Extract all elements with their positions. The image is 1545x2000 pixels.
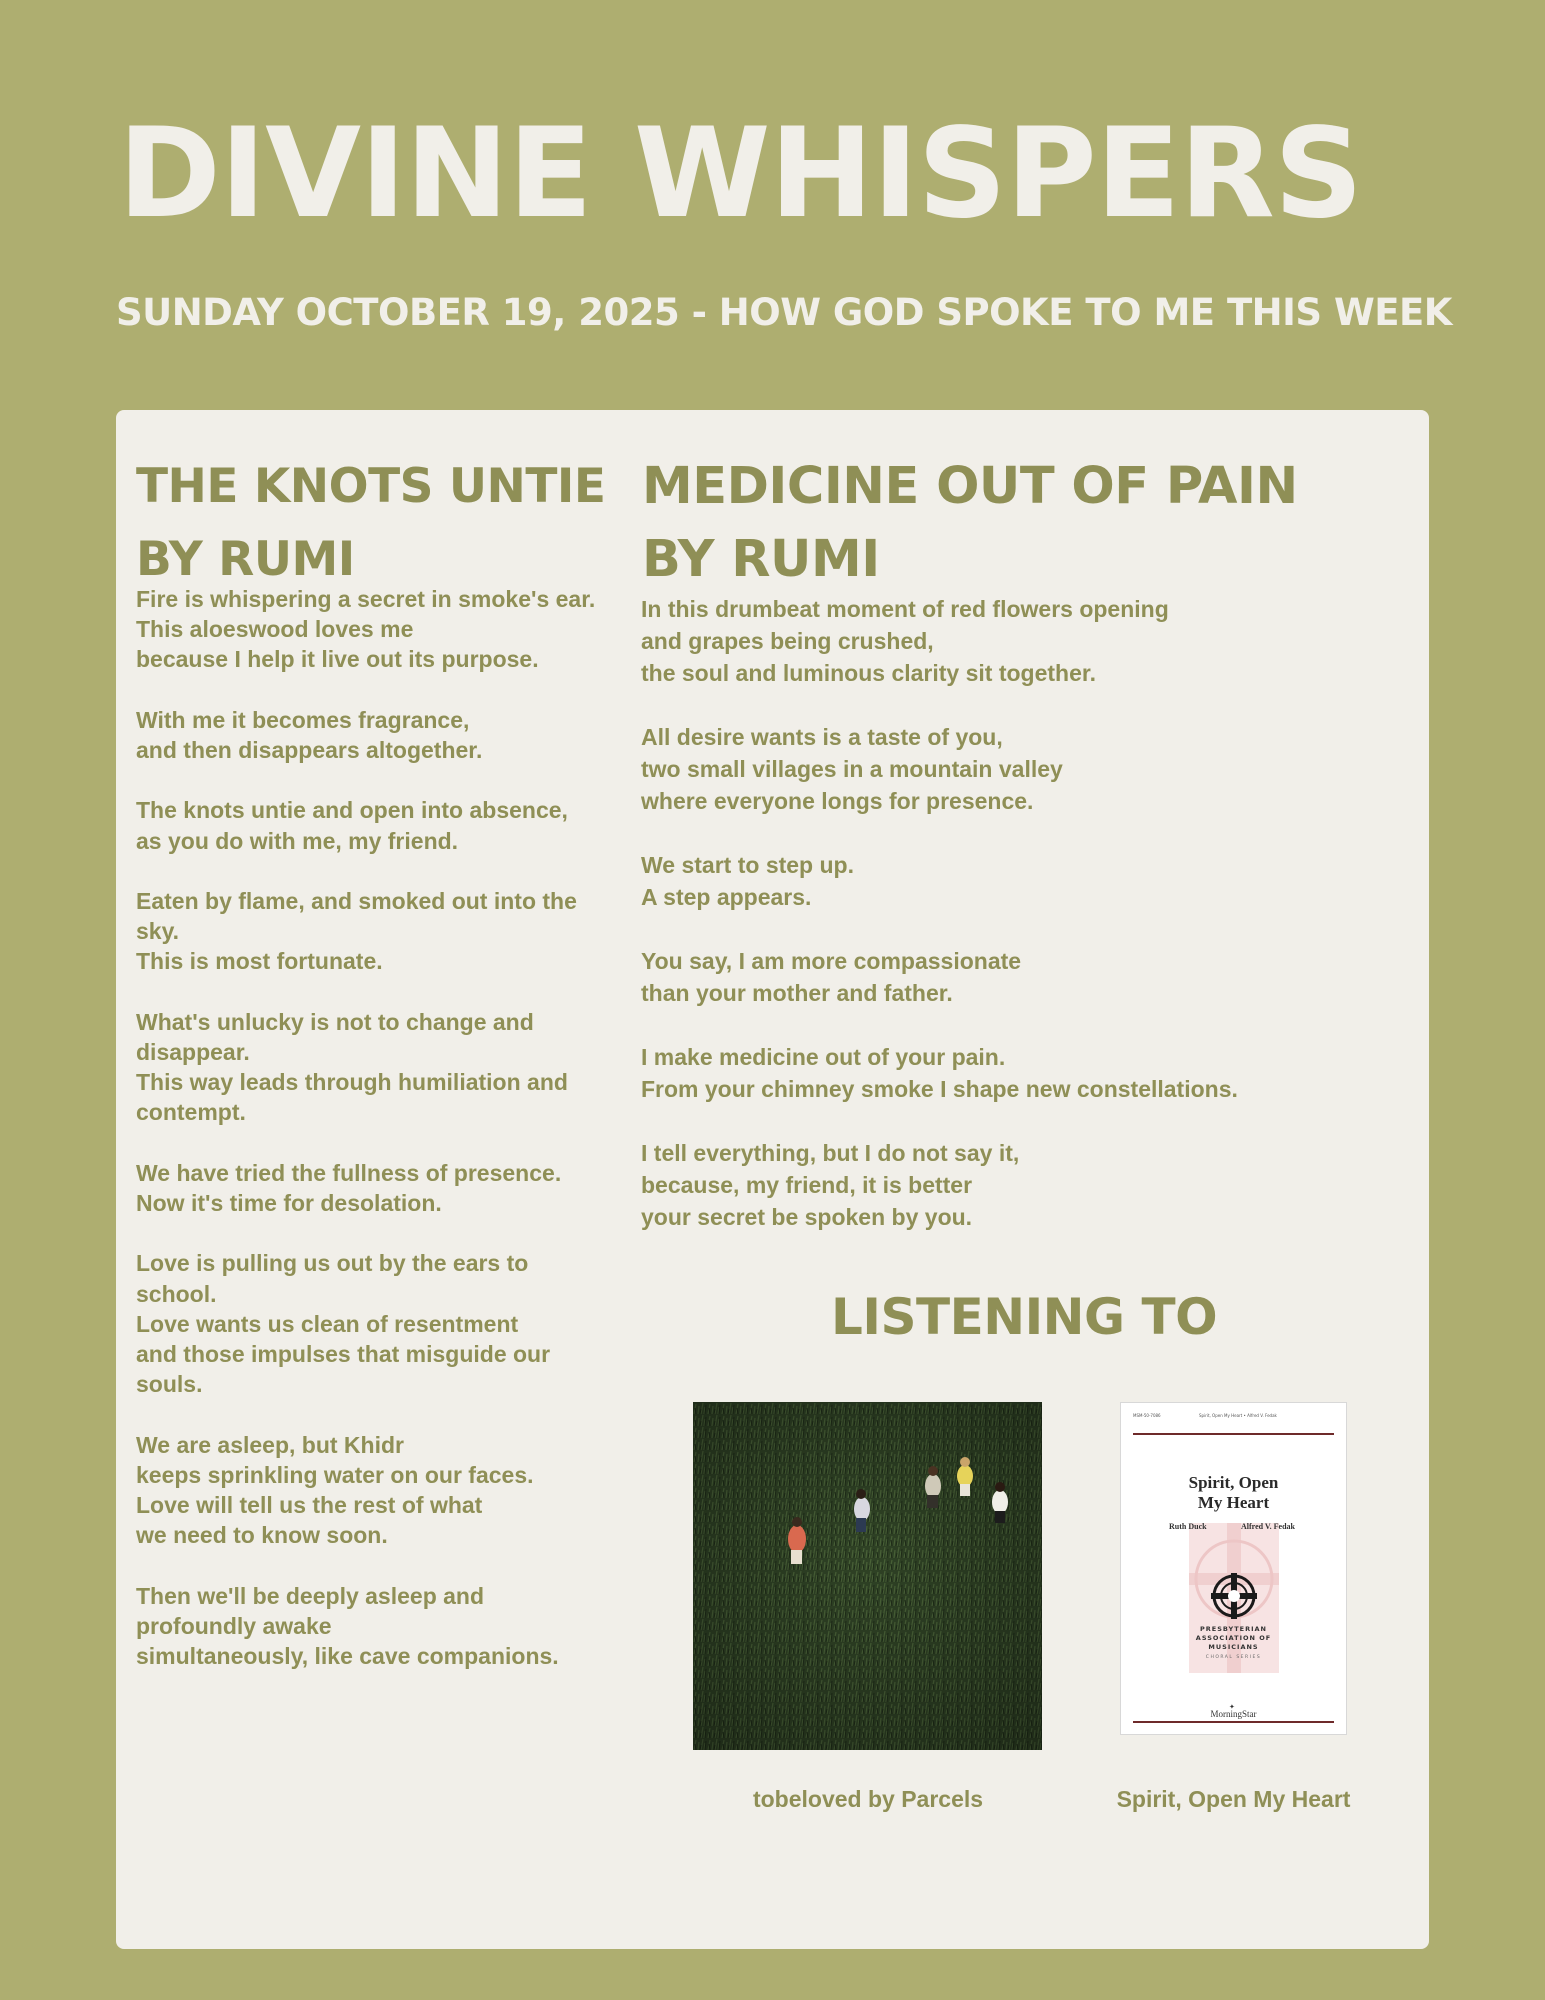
score-header-text: Spirit, Open My Heart • Alfred V. Fedak (1199, 1413, 1277, 1418)
poem-title-knots-untie: THE KNOTS UNTIE BY RUMI (136, 459, 606, 587)
score-catalog-number: MSM-50-7086 (1133, 1413, 1161, 1418)
score-composer: Alfred V. Fedak (1241, 1522, 1296, 1531)
page-subtitle: SUNDAY OCTOBER 19, 2025 - HOW GOD SPOKE TO ME THIS WEEK (116, 291, 1452, 334)
page-title: DIVINE WHISPERS (118, 102, 1363, 246)
album-cover-image (693, 1402, 1042, 1750)
sheet-music-cover (1120, 1402, 1347, 1735)
score-top-rule (1133, 1433, 1334, 1435)
listening-to-heading: LISTENING TO (831, 1288, 1218, 1346)
morningstar-star-icon: ✦ (1229, 1704, 1235, 1711)
poem-body-knots-untie: Fire is whispering a secret in smoke's ear. This aloeswood loves me because I help it live out its purpose. With me it becomes fragrance, and then disappears altogether. The knots untie and open into absence, as you do with me, my friend. Eaten by flame, and smoked out into the sky. This is most fortunate. What's unlucky is not to change and disappear. This way leads through humiliation and contempt. We have tried the fullness of presence. Now it's time for desolation. Love is pulling us out by the ears to school. Love wants us clean of resentment and those impulses that misguide our souls. We are asleep, but Khidr keeps sprinkling water on our faces. Love will tell us the rest of what we need to know soon. Then we'll be deeply asleep and profoundly awake simultaneously, like cave companions. (136, 586, 596, 1670)
score-association: PRESBYTERIAN ASSOCIATION OF MUSICIANS (1195, 1625, 1272, 1651)
caption-tobeloved: tobeloved by Parcels (752, 1786, 984, 1812)
score-lyricist: Ruth Duck (1169, 1522, 1207, 1531)
poem-body-medicine-out-of-pain: In this drumbeat moment of red flowers opening and grapes being crushed, the soul and luminous clarity sit together. All desire wants is a taste of you, two small villages in a mountain valley where everyone longs for presence. We start to step up. A step appears. You say, I am more compassionate than your mother and father. I make medicine out of your pain. From your chimney smoke I shape new constellations. I tell everything, but I do not say it, because, my friend, it is better your secret be spoken by you. (641, 596, 1238, 1230)
score-title: Spirit, Open My Heart (1188, 1473, 1279, 1512)
album-cover-tobeloved (693, 1402, 1042, 1750)
content-panel (116, 410, 1429, 1949)
score-bottom-rule (1133, 1721, 1334, 1723)
caption-spirit-open-my-heart: Spirit, Open My Heart (1116, 1786, 1351, 1812)
score-series: CHORAL SERIES (1205, 1655, 1262, 1660)
poem-title-medicine-out-of-pain: MEDICINE OUT OF PAIN BY RUMI (642, 457, 1298, 589)
score-publisher: MorningStar (1210, 1709, 1257, 1719)
presbyterian-emblem-icon (1209, 1571, 1259, 1621)
